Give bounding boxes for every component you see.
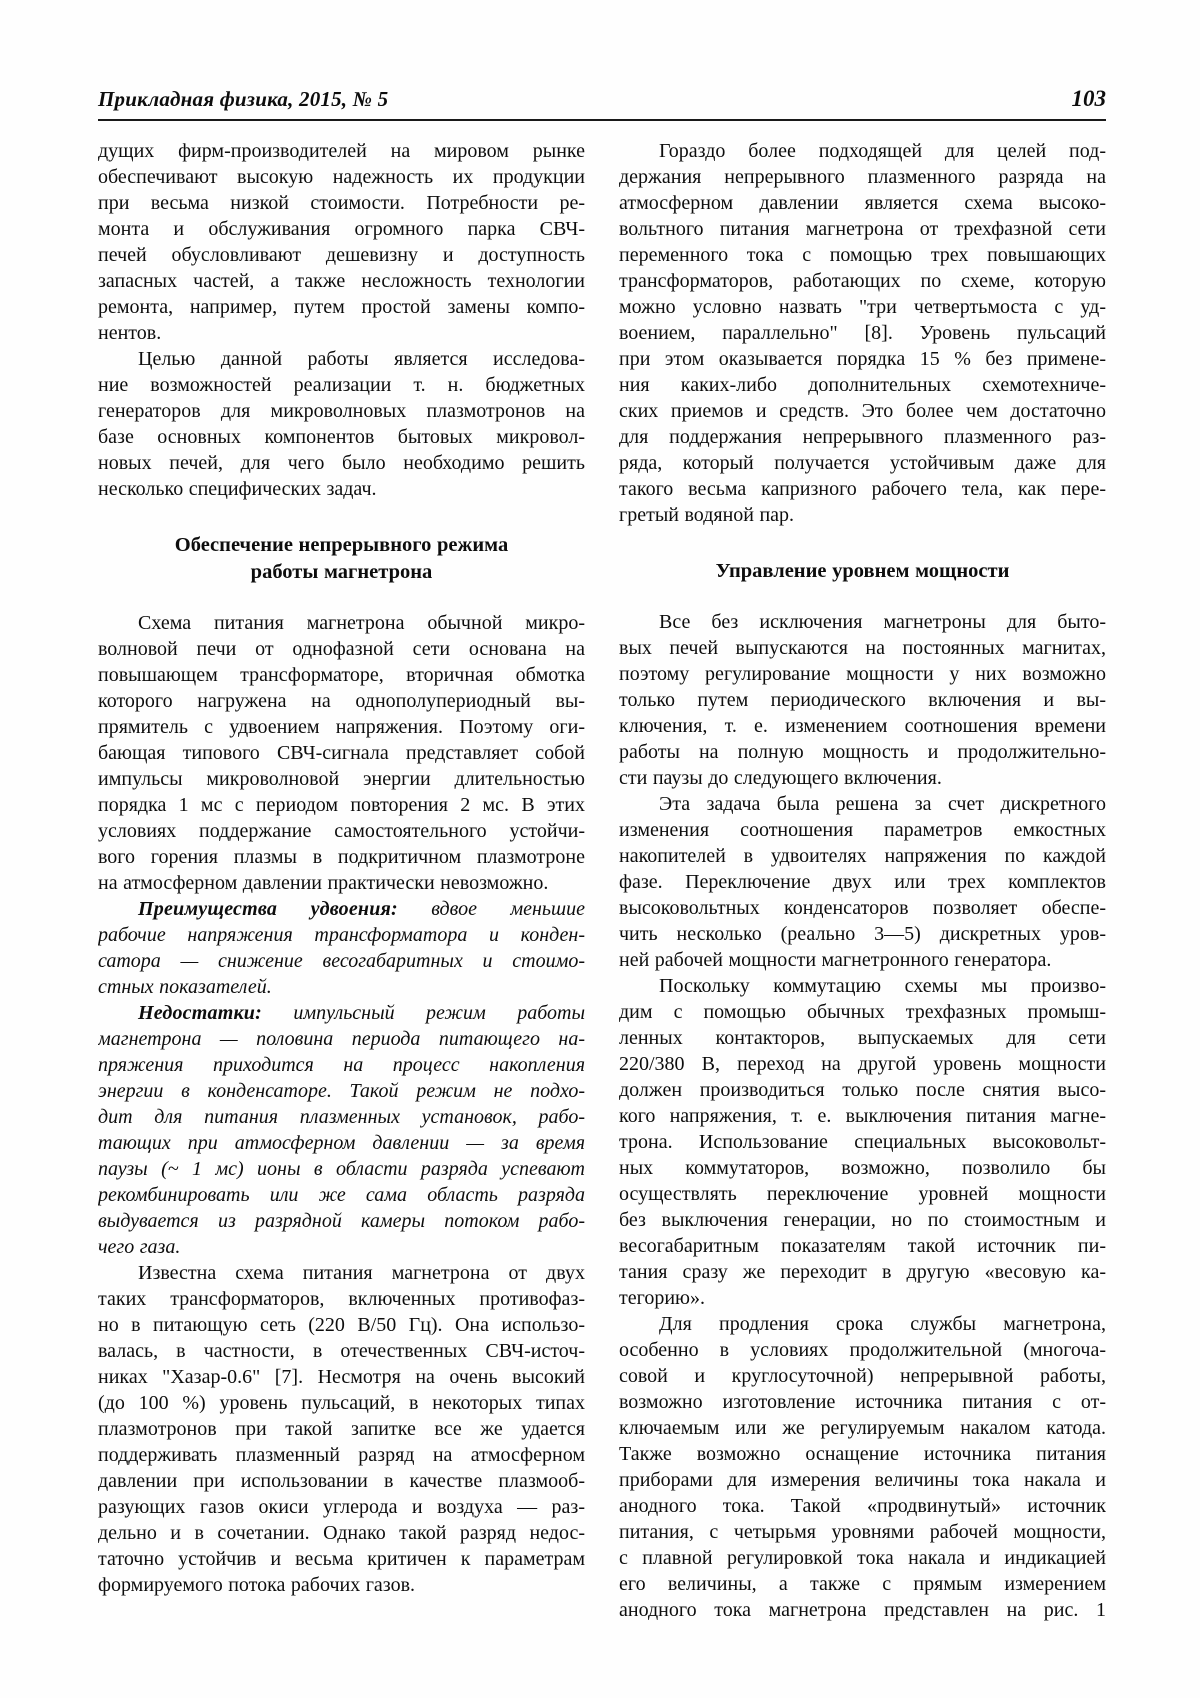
text-line: ней рабочей мощности магнетронного генератора. (619, 949, 1052, 971)
text-line: высоковольтных конденсаторов позволяет обеспе- (619, 897, 1106, 919)
text-line: ключаемым или же регулируемым накалом катода. (619, 1417, 1106, 1439)
text-line: только путем периодического включения и вы- (619, 689, 1106, 711)
text-line: работы магнетрона (250, 561, 433, 583)
text-line: бающая типового СВЧ-сигнала представляет собой (98, 742, 585, 764)
lead-in-emphasis: Недостатки: (138, 1002, 262, 1024)
text-line: импульсы микроволновой энергии длительностью (98, 768, 585, 790)
text-line: при весьма низкой стоимости. Потребности ре- (98, 192, 585, 214)
text-line: Управление уровнем мощности (715, 560, 1010, 582)
text-line: чего газа. (98, 1236, 181, 1258)
text-segment: вдвое меньшие (397, 898, 585, 920)
text-line: воением, параллельно" [8]. Уровень пульсаций (619, 322, 1106, 344)
paragraph (98, 1000, 585, 1260)
text-line: приборами для измерения величины тока накала и (619, 1469, 1106, 1491)
paragraph (98, 896, 585, 1000)
text-line: тания сразу же переходит в другую «весовую ка- (619, 1261, 1106, 1283)
paragraph (98, 610, 585, 896)
text-line: для поддержания непрерывного плазменного раз- (619, 426, 1106, 448)
text-line: дим с помощью обычных трехфазных промыш- (619, 1001, 1106, 1023)
text-line: ряда, который получается устойчивым даже для (619, 452, 1106, 474)
text-line: базе основных компонентов бытовых микровол- (98, 426, 585, 448)
text-line: Целью данной работы является исследова- (138, 348, 585, 370)
text-line: 220/380 В, переход на другой уровень мощности (619, 1053, 1106, 1075)
text-line: трансформаторов, работающих по схеме, которую (619, 270, 1106, 292)
text-line: тегорию». (619, 1287, 705, 1309)
text-line: сатора — снижение весогабаритных и стоимо- (98, 950, 585, 972)
text-line: несколько специфических задач. (98, 478, 377, 500)
text-line: нентов. (98, 322, 162, 344)
text-line: стных показателей. (98, 976, 272, 998)
text-line: прямитель с удвоением напряжения. Поэтому оги- (98, 716, 585, 738)
paragraph (98, 138, 585, 346)
paragraph (98, 1260, 585, 1598)
text-line: сти паузы до следующего включения. (619, 767, 942, 789)
text-line: держания непрерывного плазменного разряда на (619, 166, 1106, 188)
page-header (98, 86, 1106, 121)
text-line: (до 100 %) уровень пульсаций, в некоторых типах (98, 1392, 585, 1414)
text-line: Также возможно оснащение источника питания (619, 1443, 1106, 1465)
text-line: паузы (~ 1 мс) ионы в области разряда успевают (98, 1158, 585, 1180)
text-line: выдувается из разрядной камеры потоком рабо- (98, 1210, 585, 1232)
text-line: накопителей в удвоителях напряжения по каждой (619, 845, 1106, 867)
text-line: работы на полную мощность и продолжительно- (619, 741, 1106, 763)
text-line: вого горения плазмы в подкритичном плазмотроне (98, 846, 585, 868)
text-line: кого напряжения, т. е. выключения питания магне- (619, 1105, 1106, 1127)
right-column (619, 138, 1106, 1623)
text-columns (98, 138, 1106, 1623)
text-line: порядка 1 мс с периодом повторения 2 мс. В этих (98, 794, 585, 816)
text-line: магнетрона — половина периода питающего на- (98, 1028, 585, 1050)
text-line: трона. Использование специальных высоковольт- (619, 1131, 1106, 1153)
text-line: таких трансформаторов, включенных противофаз- (98, 1288, 585, 1310)
text-line: Гораздо более подходящей для целей под- (659, 140, 1106, 162)
text-line: анодного тока магнетрона представлен на рис. 1 (619, 1599, 1106, 1621)
text-line: дельно и в сочетании. Однако такой разряд недос- (98, 1522, 585, 1544)
paragraph (619, 609, 1106, 791)
text-line: особенно в условиях продолжительной (многоча- (619, 1339, 1106, 1361)
text-segment: импульсный режим работы (261, 1002, 585, 1024)
text-line: ленных контакторов, выпускаемых для сети (619, 1027, 1106, 1049)
section-heading (98, 532, 585, 586)
text-line: таточно устойчив и весьма критичен к параметрам (98, 1548, 585, 1570)
text-line: поддерживать плазменный разряд на атмосферном (98, 1444, 585, 1466)
text-line: новых печей, для чего было необходимо решить (98, 452, 585, 474)
text-line: ключения, т. е. изменением соотношения времени (619, 715, 1106, 737)
text-line: поэтому регулирование мощности у них возможно (619, 663, 1106, 685)
text-line: валась, в частности, в отечественных СВЧ-источ- (98, 1340, 585, 1362)
text-line: дит для питания плазменных установок, рабо- (98, 1106, 585, 1128)
section-heading (619, 558, 1106, 585)
text-line: переменного тока с помощью трех повышающих (619, 244, 1106, 266)
text-line: ние возможностей реализации т. н. бюджетных (98, 374, 585, 396)
text-line: его величины, а также с прямым измерением (619, 1573, 1106, 1595)
paragraph (619, 1311, 1106, 1623)
paragraph (98, 346, 585, 502)
text-line: печей обусловливают дешевизну и доступность (98, 244, 585, 266)
text-line: волновой печи от однофазной сети основана на (98, 638, 585, 660)
text-line: обеспечивают высокую надежность их продукции (98, 166, 585, 188)
text-line: питания, с четырьмя уровнями рабочей мощности, (619, 1521, 1106, 1543)
text-line: возможно изготовление источника питания с от- (619, 1391, 1106, 1413)
text-line (98, 1000, 585, 1026)
text-line: при этом оказывается порядка 15 % без примене- (619, 348, 1106, 370)
text-line: осуществлять переключение уровней мощности (619, 1183, 1106, 1205)
text-line: весогабаритным показателям такой источник пи- (619, 1235, 1106, 1257)
paragraph (619, 791, 1106, 973)
text-line: фазе. Переключение двух или трех комплектов (619, 871, 1106, 893)
text-line: энергии в конденсаторе. Такой режим не подхо- (98, 1080, 585, 1102)
text-line: должен производиться только после снятия высо- (619, 1079, 1106, 1101)
text-line: с плавной регулировкой тока накала и индикацией (619, 1547, 1106, 1569)
text-line: плазмотронов при такой запитке все же удается (98, 1418, 585, 1440)
text-line: но в питающую сеть (220 В/50 Гц). Она использо- (98, 1314, 585, 1336)
text-line: дущих фирм-производителей на мировом рынке (98, 140, 585, 162)
text-line: никах "Хазар-0.6" [7]. Несмотря на очень высокий (98, 1366, 585, 1388)
text-line: на атмосферном давлении практически невозможно. (98, 872, 549, 894)
text-line: вольтного питания магнетрона от трехфазной сети (619, 218, 1106, 240)
text-line: пряжения приходится на процесс накопления (98, 1054, 585, 1076)
text-line: Эта задача была решена за счет дискретного (659, 793, 1106, 815)
text-line: тающих при атмосферном давлении — за время (98, 1132, 585, 1154)
text-line: изменения соотношения параметров емкостных (619, 819, 1106, 841)
lead-in-emphasis: Преимущества удвоения: (138, 898, 398, 920)
paragraph (619, 973, 1106, 1311)
text-line: условиях поддержание самостоятельного устойчи- (98, 820, 585, 842)
text-line: без выключения генерации, но по стоимостным и (619, 1209, 1106, 1231)
text-line: рабочие напряжения трансформатора и конден- (98, 924, 585, 946)
text-line: совой и круглосуточной) непрерывной работы, (619, 1365, 1106, 1387)
text-line: генераторов для микроволновых плазмотронов на (98, 400, 585, 422)
text-line: вых печей выпускаются на постоянных магнитах, (619, 637, 1106, 659)
text-line (98, 896, 585, 922)
text-line: Известна схема питания магнетрона от двух (138, 1262, 585, 1284)
text-line: ных коммутаторов, возможно, позволило бы (619, 1157, 1106, 1179)
page-number: 103 (1071, 86, 1106, 111)
left-column (98, 138, 585, 1623)
text-line: запасных частей, а также несложность технологии (98, 270, 585, 292)
text-line: разующих газов окиси углерода и воздуха — раз- (98, 1496, 585, 1518)
journal-title: Прикладная физика, 2015, № 5 (98, 87, 389, 111)
text-line: Все без исключения магнетроны для быто- (659, 611, 1106, 633)
text-line: давлении при использовании в качестве плазмооб- (98, 1470, 585, 1492)
text-line: ских приемов и средств. Это более чем достаточно (619, 400, 1106, 422)
text-line: Схема питания магнетрона обычной микро- (138, 612, 585, 634)
text-line: анодного тока. Такой «продвинутый» источник (619, 1495, 1106, 1517)
text-line: такого весьма капризного рабочего тела, как пере- (619, 478, 1106, 500)
text-line: формируемого потока рабочих газов. (98, 1574, 416, 1596)
text-line: повышающем трансформаторе, вторичная обмотка (98, 664, 585, 686)
text-line: Обеспечение непрерывного режима (174, 534, 509, 556)
text-line: рекомбинировать или же сама область разряда (98, 1184, 585, 1206)
text-line: гретый водяной пар. (619, 504, 795, 526)
text-line: чить несколько (реально 3—5) дискретных уров- (619, 923, 1106, 945)
text-line: ния каких-либо дополнительных схемотехниче- (619, 374, 1106, 396)
text-line: Для продления срока службы магнетрона, (659, 1313, 1106, 1335)
text-line: ремонта, например, путем простой замены компо- (98, 296, 585, 318)
text-line: атмосферном давлении является схема высоко- (619, 192, 1106, 214)
text-line: Поскольку коммутацию схемы мы произво- (659, 975, 1106, 997)
text-line: которого нагружена на однополупериодный вы- (98, 690, 585, 712)
text-line: монта и обслуживания огромного парка СВЧ- (98, 218, 585, 240)
text-line: можно условно назвать "три четвертьмоста с уд- (619, 296, 1106, 318)
paragraph (619, 138, 1106, 528)
